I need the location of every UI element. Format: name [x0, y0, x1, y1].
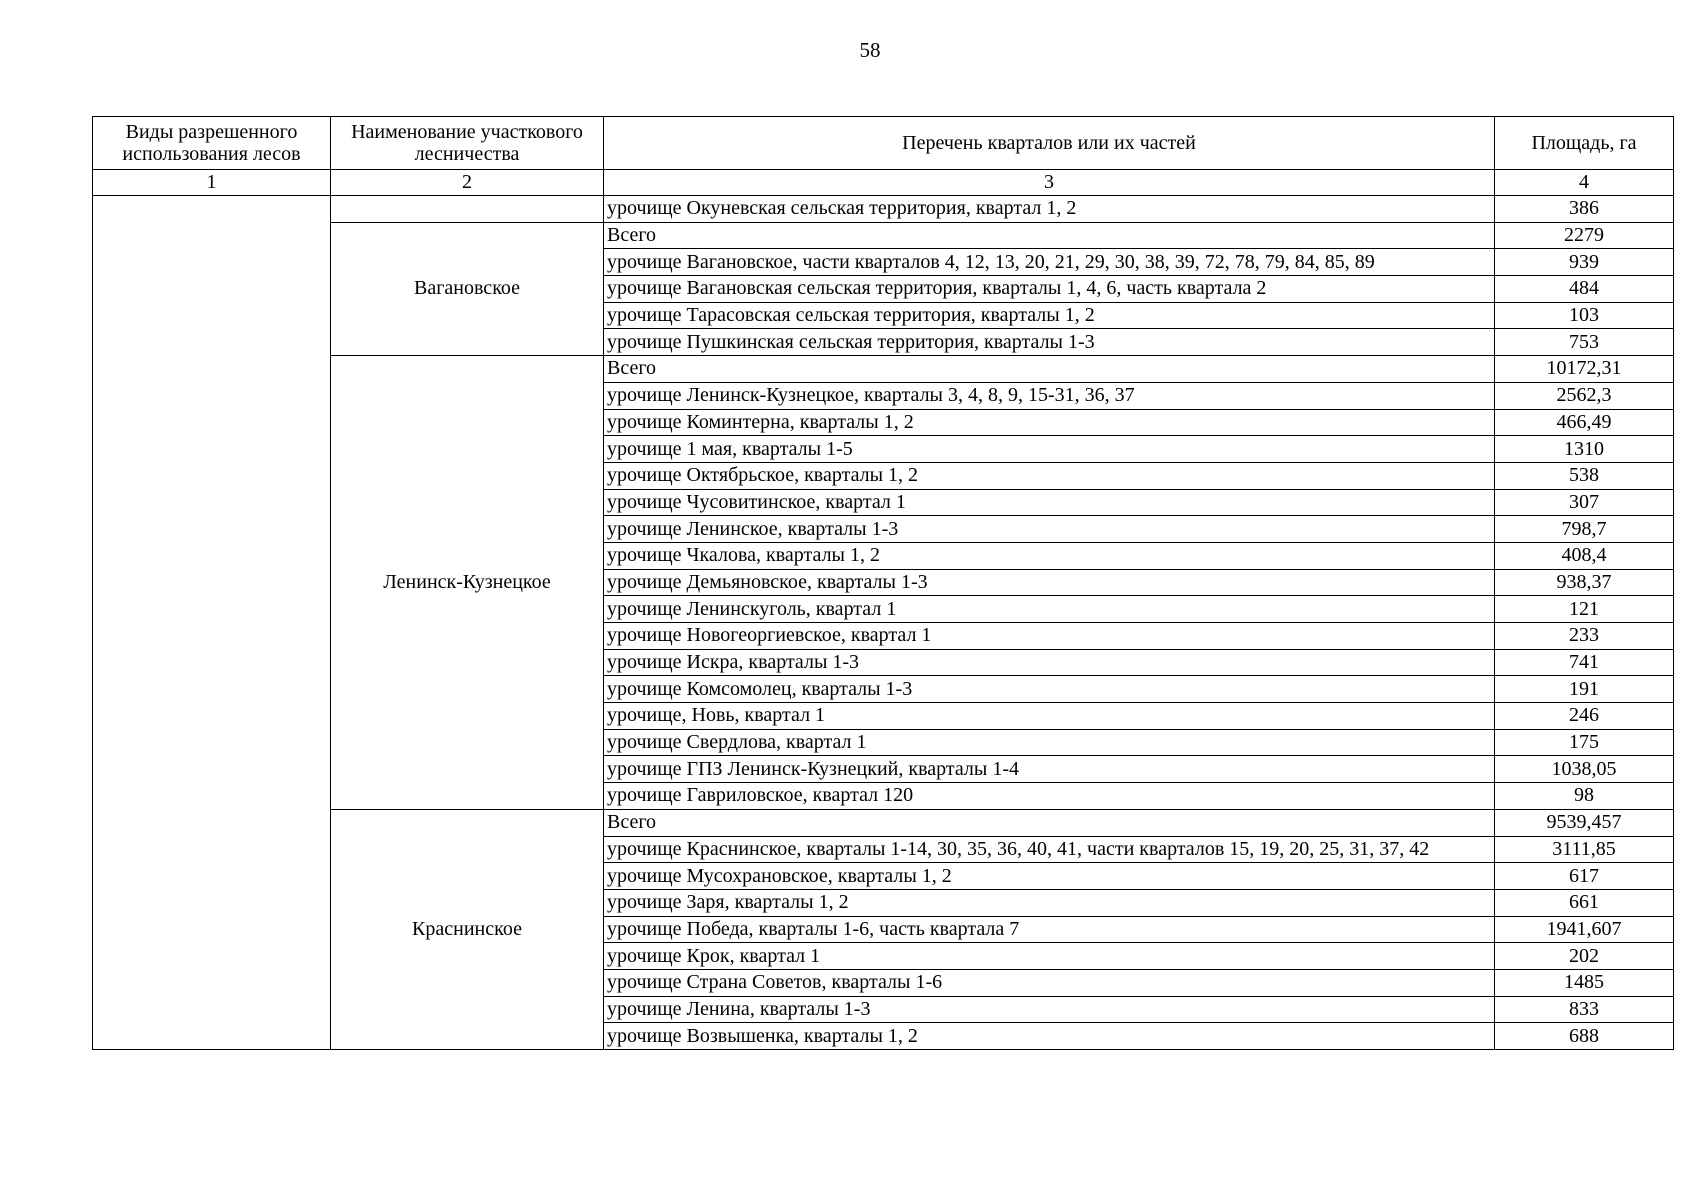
- quarters-list-cell: урочище Ленинск-Кузнецкое, кварталы 3, 4, 8, 9, 15-31, 36, 37: [604, 382, 1495, 409]
- quarters-list-cell: урочище Мусохрановское, кварталы 1, 2: [604, 863, 1495, 890]
- area-cell: 9539,457: [1495, 809, 1674, 836]
- header-permitted-use: Виды разрешенного использования лесов: [93, 117, 331, 170]
- area-cell: 2562,3: [1495, 382, 1674, 409]
- quarters-list-cell: урочище Ленинское, кварталы 1-3: [604, 516, 1495, 543]
- quarters-list-cell: урочище Вагановская сельская территория, кварталы 1, 4, 6, часть квартала 2: [604, 276, 1495, 303]
- quarters-list-cell: урочище Демьяновское, кварталы 1-3: [604, 569, 1495, 596]
- forestry-name-cell: [331, 196, 604, 223]
- area-cell: 3111,85: [1495, 836, 1674, 863]
- area-cell: 98: [1495, 783, 1674, 810]
- area-cell: 191: [1495, 676, 1674, 703]
- area-cell: 2279: [1495, 222, 1674, 249]
- quarters-list-cell: урочище Пушкинская сельская территория, кварталы 1-3: [604, 329, 1495, 356]
- column-number-1: 1: [93, 170, 331, 196]
- quarters-list-cell: урочище Окуневская сельская территория, квартал 1, 2: [604, 196, 1495, 223]
- column-number-row: [93, 170, 1674, 196]
- area-cell: 938,37: [1495, 569, 1674, 596]
- quarters-list-cell: урочище Краснинское, кварталы 1-14, 30, 35, 36, 40, 41, части кварталов 15, 19, 20, 25, 31, 37, 42: [604, 836, 1495, 863]
- quarters-list-cell: урочище Новогеоргиевское, квартал 1: [604, 623, 1495, 650]
- area-cell: 233: [1495, 623, 1674, 650]
- area-cell: 798,7: [1495, 516, 1674, 543]
- quarters-list-cell: урочище Крок, квартал 1: [604, 943, 1495, 970]
- area-cell: 307: [1495, 489, 1674, 516]
- quarters-list-cell: урочище Вагановское, части кварталов 4, 12, 13, 20, 21, 29, 30, 38, 39, 72, 78, 79, 84, 85, 89: [604, 249, 1495, 276]
- table-header-row: [93, 117, 1674, 170]
- area-cell: 246: [1495, 703, 1674, 730]
- area-cell: 103: [1495, 302, 1674, 329]
- area-cell: 617: [1495, 863, 1674, 890]
- area-cell: 484: [1495, 276, 1674, 303]
- column-number-2: 2: [331, 170, 604, 196]
- area-cell: 1038,05: [1495, 756, 1674, 783]
- quarters-list-cell: Всего: [604, 222, 1495, 249]
- header-area: Площадь, га: [1495, 117, 1674, 170]
- quarters-list-cell: урочище Победа, кварталы 1-6, часть квартала 7: [604, 916, 1495, 943]
- area-cell: 688: [1495, 1023, 1674, 1050]
- area-cell: 1941,607: [1495, 916, 1674, 943]
- quarters-list-cell: урочище Чусовитинское, квартал 1: [604, 489, 1495, 516]
- area-cell: 10172,31: [1495, 356, 1674, 383]
- quarters-list-cell: урочище Октябрьское, кварталы 1, 2: [604, 462, 1495, 489]
- area-cell: 386: [1495, 196, 1674, 223]
- quarters-list-cell: урочище Ленина, кварталы 1-3: [604, 996, 1495, 1023]
- area-cell: 1485: [1495, 969, 1674, 996]
- area-cell: 1310: [1495, 436, 1674, 463]
- quarters-list-cell: урочище Искра, кварталы 1-3: [604, 649, 1495, 676]
- table-row: [93, 356, 1674, 383]
- page-number: 58: [859, 38, 881, 62]
- quarters-list-cell: Всего: [604, 356, 1495, 383]
- quarters-list-cell: урочище Коминтерна, кварталы 1, 2: [604, 409, 1495, 436]
- permitted-use-cell: [93, 196, 331, 1050]
- header-quarters-list: Перечень кварталов или их частей: [604, 117, 1495, 170]
- forestry-name-cell: Вагановское: [331, 222, 604, 355]
- area-cell: 661: [1495, 889, 1674, 916]
- area-cell: 202: [1495, 943, 1674, 970]
- forestry-name-cell: Ленинск-Кузнецкое: [331, 356, 604, 810]
- quarters-list-cell: Всего: [604, 809, 1495, 836]
- area-cell: 753: [1495, 329, 1674, 356]
- area-cell: 408,4: [1495, 542, 1674, 569]
- area-cell: 121: [1495, 596, 1674, 623]
- header-forestry-name: Наименование участкового лесничества: [331, 117, 604, 170]
- quarters-list-cell: урочище Возвышенка, кварталы 1, 2: [604, 1023, 1495, 1050]
- quarters-list-cell: урочище Страна Советов, кварталы 1-6: [604, 969, 1495, 996]
- quarters-list-cell: урочище Заря, кварталы 1, 2: [604, 889, 1495, 916]
- quarters-list-cell: урочище 1 мая, кварталы 1-5: [604, 436, 1495, 463]
- column-number-4: 4: [1495, 170, 1674, 196]
- quarters-list-cell: урочище Свердлова, квартал 1: [604, 729, 1495, 756]
- quarters-list-cell: урочище Гавриловское, квартал 120: [604, 783, 1495, 810]
- quarters-list-cell: урочище Комсомолец, кварталы 1-3: [604, 676, 1495, 703]
- table-row: [93, 196, 1674, 223]
- area-cell: 538: [1495, 462, 1674, 489]
- quarters-list-cell: урочище Чкалова, кварталы 1, 2: [604, 542, 1495, 569]
- quarters-list-cell: урочище ГПЗ Ленинск-Кузнецкий, кварталы 1-4: [604, 756, 1495, 783]
- table-row: [93, 222, 1674, 249]
- table-row: [93, 809, 1674, 836]
- area-cell: 939: [1495, 249, 1674, 276]
- forest-use-table: [92, 116, 1674, 1050]
- forestry-name-cell: Краснинское: [331, 809, 604, 1049]
- table-body: [93, 196, 1674, 1050]
- area-cell: 741: [1495, 649, 1674, 676]
- quarters-list-cell: урочище Ленинскуголь, квартал 1: [604, 596, 1495, 623]
- quarters-list-cell: урочище Тарасовская сельская территория, кварталы 1, 2: [604, 302, 1495, 329]
- area-cell: 466,49: [1495, 409, 1674, 436]
- area-cell: 833: [1495, 996, 1674, 1023]
- column-number-3: 3: [604, 170, 1495, 196]
- quarters-list-cell: урочище, Новь, квартал 1: [604, 703, 1495, 730]
- area-cell: 175: [1495, 729, 1674, 756]
